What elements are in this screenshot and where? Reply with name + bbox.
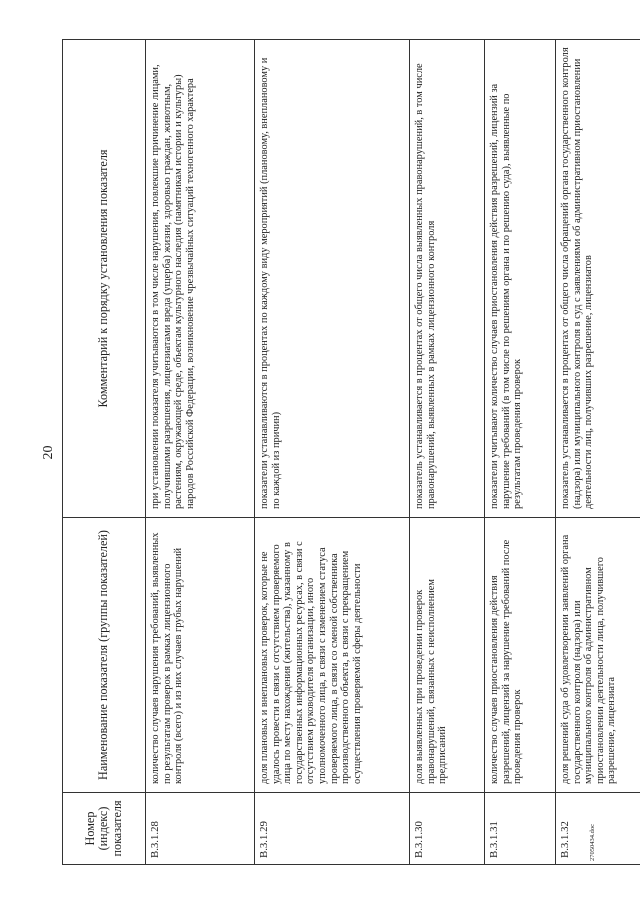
indicator-name: количество случаев нарушения требований, выявленных по результатам проверок в рамках лицензионного контроля (всего) и из них случаев грубых нарушений (146, 518, 255, 793)
indicator-code: B.3.1.30 (410, 793, 485, 865)
page-number: 20 (41, 445, 56, 460)
indicator-comment: при установлении показателя учитываются в том числе нарушения, повлекшие причинение лицами, получившими разрешения, лицензиатами вреда (ущерба) жизни, здоровью граждан, животным, растениям, окружающей среде, объектам культурного наследия (памятникам истории и культуры) народов Российской Федерации, возникновение чрезвычайных ситуаций техногенного характера (146, 40, 255, 518)
document-file-code: 27050434.doc (589, 823, 596, 861)
table-header-row (63, 40, 146, 865)
table-row (556, 40, 640, 865)
table-row (146, 40, 255, 865)
indicator-name: доля решений суда об удовлетворении заявлений органа государственного контроля (надзора) или муниципального контроля об административном приостановлении деятельности лица, получившего разрешение, лицензиата (556, 518, 640, 793)
indicator-code: B.3.1.29 (255, 793, 410, 865)
table-row (485, 40, 556, 865)
rotated-page (40, 40, 618, 865)
header-comment: Комментарий к порядку установления показателя (63, 40, 146, 518)
header-name: Наименование показателя (группы показателей) (63, 518, 146, 793)
indicator-comment: показатели устанавливаются в процентах по каждому виду мероприятий (плановому, внеплановому и по каждой из причин) (255, 40, 410, 518)
indicator-comment: показатель устанавливается в процентах от общего числа обращений органа государственного контроля (надзора) или муниципального контроля в суд с заявлениями об административном приостановлении деятельности лиц, получивших разрешение, лицензиатов (556, 40, 640, 518)
table-row (410, 40, 485, 865)
indicator-name: количество случаев приостановления действия разрешений, лицензий за нарушение требований после проведения проверок (485, 518, 556, 793)
table-row (255, 40, 410, 865)
indicator-code: B.3.1.28 (146, 793, 255, 865)
indicators-table (62, 39, 640, 865)
indicator-comment: показатели учитывают количество случаев приостановления действия разрешений, лицензий за нарушение требований (в том числе по решениям органа и по решению суда), выявленные по результатам проведения проверок (485, 40, 556, 518)
indicator-code: B.3.1.31 (485, 793, 556, 865)
indicator-name: доля плановых и внеплановых проверок, которые не удалось провести в связи с отсутствием проверяемого лица по месту нахождения (жительства), указанному в государственных информационных ресурсах, в связи с отсутствием руководителя организации, иного уполномоченного лица, в связи с изменением статуса проверяемого лица, в связи со сменой собственника производственного объекта, в связи с прекращением осуществления проверяемой сферы деятельности (255, 518, 410, 793)
indicator-code: B.3.1.32 (556, 793, 640, 865)
indicator-comment: показатель устанавливается в процентах от общего числа выявленных правонарушений, в том числе правонарушений, выявленных в рамках лицензионного контроля (410, 40, 485, 518)
indicator-name: доля выявленных при проведении проверок правонарушений, связанных с неисполнением предписаний (410, 518, 485, 793)
header-number: Номер (индекс) показателя (63, 793, 146, 865)
